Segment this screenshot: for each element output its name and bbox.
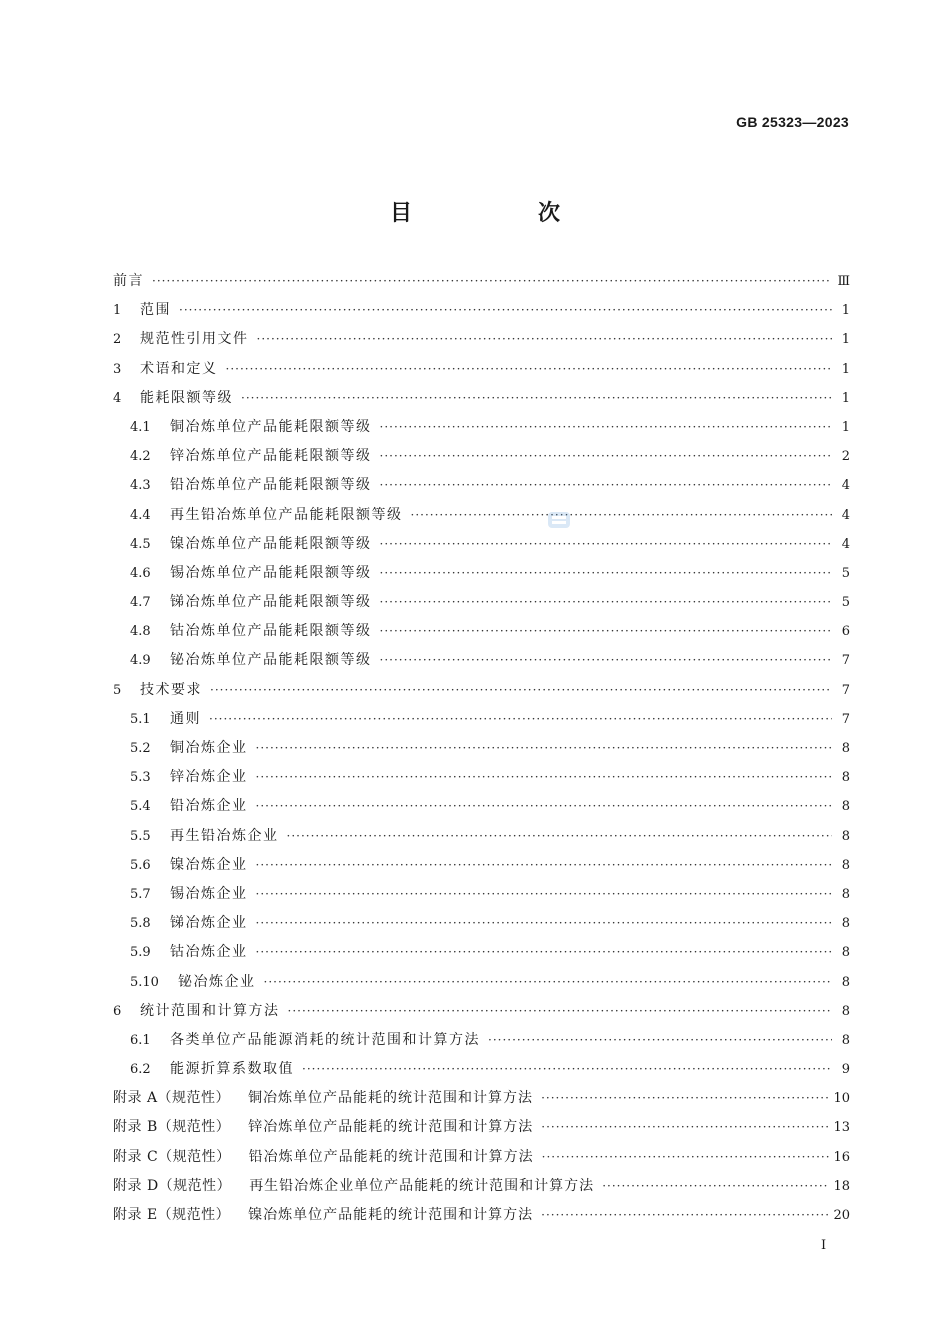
toc-dot-leader xyxy=(241,391,832,405)
toc-entry-number: 1 xyxy=(113,303,122,319)
toc-dot-leader xyxy=(380,449,833,463)
standard-code: GB 25323—2023 xyxy=(736,114,849,130)
toc-dot-leader xyxy=(488,1033,832,1047)
toc-page-number: 2 xyxy=(841,449,850,465)
toc-page-number: 8 xyxy=(841,945,850,961)
toc-page-number: 7 xyxy=(841,711,850,727)
toc-entry[interactable] xyxy=(113,299,850,328)
toc-page-number: 8 xyxy=(841,828,850,844)
toc-entry-label: 范围 xyxy=(140,302,171,319)
toc-page-number: Ⅲ xyxy=(837,274,850,289)
toc-dot-leader xyxy=(152,274,832,288)
toc-entry-label: 锡冶炼企业 xyxy=(170,885,248,902)
toc-page-number: 6 xyxy=(841,624,850,640)
toc-entry-number: 2 xyxy=(113,332,122,348)
toc-entry-number: 5 xyxy=(113,682,122,698)
toc-dot-leader xyxy=(287,829,833,843)
toc-page-number: 8 xyxy=(841,857,850,873)
toc-entry-label: 能耗限额等级 xyxy=(140,389,233,406)
toc-entry[interactable] xyxy=(113,1116,850,1145)
toc-entry-number: 4.9 xyxy=(130,653,151,669)
toc-page-number: 7 xyxy=(841,682,850,698)
toc-page-number: 8 xyxy=(841,886,850,902)
toc-entry-label: 锌冶炼单位产品能耗的统计范围和计算方法 xyxy=(248,1119,534,1136)
page-title: 目 次 xyxy=(389,200,612,226)
toc-dot-leader xyxy=(209,712,832,726)
toc-entry-number: 5.1 xyxy=(130,711,151,727)
toc-entry[interactable] xyxy=(113,649,850,678)
toc-dot-leader xyxy=(380,653,833,667)
toc-dot-leader xyxy=(541,1208,829,1222)
toc-page-number: 8 xyxy=(841,1032,850,1048)
toc-entry-number: 5.7 xyxy=(130,886,151,902)
toc-entry[interactable] xyxy=(113,1175,850,1204)
toc-annex-prefix: 附录 D（规范性） xyxy=(113,1177,232,1194)
toc-entry[interactable] xyxy=(113,591,850,620)
toc-entry[interactable] xyxy=(113,270,850,299)
toc-entry-number: 4.6 xyxy=(130,565,151,581)
toc-page-number: 5 xyxy=(841,595,850,611)
toc-entry-label: 锌冶炼单位产品能耗限额等级 xyxy=(170,448,372,465)
toc-entry-label: 铅冶炼单位产品能耗的统计范围和计算方法 xyxy=(248,1148,534,1165)
page-folio: Ⅰ xyxy=(821,1238,827,1253)
toc-page-number: 4 xyxy=(841,478,850,494)
toc-entry[interactable] xyxy=(113,358,850,387)
toc-page-number: 1 xyxy=(841,332,850,348)
toc-entry-number: 5.5 xyxy=(130,828,151,844)
toc-entry-number: 6 xyxy=(113,1003,122,1019)
toc-entry-number: 4.2 xyxy=(130,449,151,465)
toc-entry-label: 铅冶炼单位产品能耗限额等级 xyxy=(170,477,372,494)
toc-page-number: 10 xyxy=(833,1091,850,1107)
toc-entry[interactable] xyxy=(113,825,850,854)
toc-dot-leader xyxy=(542,1150,830,1164)
toc-page-number: 1 xyxy=(841,390,850,406)
toc-page-number: 4 xyxy=(841,507,850,523)
toc-entry-label: 锌冶炼企业 xyxy=(170,769,248,786)
toc-entry[interactable] xyxy=(113,445,850,474)
toc-entry-number: 5.8 xyxy=(130,916,151,932)
toc-entry[interactable] xyxy=(113,941,850,970)
toc-dot-leader xyxy=(288,1004,833,1018)
toc-entry-number: 4.8 xyxy=(130,624,151,640)
toc-entry[interactable] xyxy=(113,912,850,941)
toc-page-number: 1 xyxy=(841,419,850,435)
toc-entry-number: 4.1 xyxy=(130,419,151,435)
toc-dot-leader xyxy=(541,1120,829,1134)
toc-dot-leader xyxy=(380,624,833,638)
toc-entry-number: 5.3 xyxy=(130,770,151,786)
toc-dot-leader xyxy=(226,362,833,376)
toc-entry[interactable] xyxy=(113,737,850,766)
toc-dot-leader xyxy=(302,1062,832,1076)
toc-page-number: 18 xyxy=(833,1178,850,1194)
toc-annex-prefix: 附录 C（规范性） xyxy=(113,1148,231,1165)
toc-annex-prefix: 附录 A（规范性） xyxy=(113,1090,231,1107)
toc-entry[interactable] xyxy=(113,854,850,883)
toc-entry-label: 镍冶炼企业 xyxy=(170,856,248,873)
toc-annex-prefix: 附录 E（规范性） xyxy=(113,1207,231,1223)
toc-dot-leader xyxy=(256,858,833,872)
toc-entry[interactable] xyxy=(113,1000,850,1029)
toc-entry-number: 5.4 xyxy=(130,799,151,815)
toc-dot-leader xyxy=(380,478,833,492)
toc-dot-leader xyxy=(256,770,833,784)
toc-dot-leader xyxy=(380,595,833,609)
toc-entry[interactable] xyxy=(113,533,850,562)
toc-entry[interactable] xyxy=(113,1058,850,1087)
toc-entry-label: 术语和定义 xyxy=(140,360,218,377)
toc-entry[interactable] xyxy=(113,562,850,591)
toc-entry[interactable] xyxy=(113,416,850,445)
toc-entry-number: 4.7 xyxy=(130,595,151,611)
toc-dot-leader xyxy=(380,420,833,434)
toc-entry-label: 再生铅冶炼企业单位产品能耗的统计范围和计算方法 xyxy=(249,1177,595,1194)
toc-entry-label: 铋冶炼单位产品能耗限额等级 xyxy=(170,652,372,669)
watermark-logo-icon xyxy=(547,510,571,530)
toc-entry-label: 钴冶炼企业 xyxy=(170,944,248,961)
toc-entry-number: 5.2 xyxy=(130,741,151,756)
toc-dot-leader xyxy=(256,799,833,813)
toc-entry[interactable] xyxy=(113,971,850,1000)
toc-dot-leader xyxy=(256,916,833,930)
toc-dot-leader xyxy=(256,887,833,901)
toc-entry[interactable] xyxy=(113,766,850,795)
toc-entry-label: 镍冶炼单位产品能耗限额等级 xyxy=(170,535,372,552)
toc-page-number: 8 xyxy=(841,770,850,786)
toc-entry-label: 再生铅冶炼单位产品能耗限额等级 xyxy=(170,506,403,523)
toc-dot-leader xyxy=(380,566,833,580)
toc-entry[interactable] xyxy=(113,1029,850,1058)
toc-dot-leader xyxy=(541,1091,829,1105)
toc-entry[interactable] xyxy=(113,504,850,533)
toc-entry[interactable] xyxy=(113,883,850,912)
toc-page-number: 8 xyxy=(841,741,850,756)
toc-entry-label: 铜冶炼单位产品能耗的统计范围和计算方法 xyxy=(248,1090,534,1107)
toc-page-number: 8 xyxy=(841,799,850,815)
toc-entry-label: 铋冶炼企业 xyxy=(178,973,256,990)
toc-entry-number: 4.3 xyxy=(130,478,151,494)
toc-entry-label: 锑冶炼企业 xyxy=(170,915,248,932)
toc-entry-number: 6.2 xyxy=(130,1062,151,1078)
toc-entry-label: 铜冶炼单位产品能耗限额等级 xyxy=(170,418,372,435)
toc-dot-leader xyxy=(411,508,833,522)
toc-entry-label: 统计范围和计算方法 xyxy=(140,1002,280,1019)
toc-page-number: 5 xyxy=(841,565,850,581)
toc-entry-label: 再生铅冶炼企业 xyxy=(170,827,279,844)
toc-page-number: 1 xyxy=(841,361,850,377)
toc-page-number: 8 xyxy=(841,916,850,932)
toc-page-number: 1 xyxy=(841,303,850,319)
toc-entry-label: 能源折算系数取值 xyxy=(170,1061,294,1078)
toc-entry-label: 铜冶炼企业 xyxy=(170,740,248,756)
toc-entry[interactable] xyxy=(113,474,850,503)
toc-entry[interactable] xyxy=(113,1087,850,1116)
toc-entry-number: 4.4 xyxy=(130,507,151,523)
toc-entry-number: 5.10 xyxy=(130,974,159,990)
toc-dot-leader xyxy=(210,683,832,697)
toc-entry-number: 4.5 xyxy=(130,536,151,552)
toc-entry-label: 各类单位产品能源消耗的统计范围和计算方法 xyxy=(170,1031,480,1048)
toc-entry[interactable] xyxy=(113,620,850,649)
toc-entry[interactable] xyxy=(113,1204,850,1233)
toc-entry-label: 技术要求 xyxy=(140,681,202,698)
toc-entry[interactable] xyxy=(113,1146,850,1175)
toc-dot-leader xyxy=(602,1179,829,1193)
toc-entry-label: 通则 xyxy=(170,710,201,727)
toc-dot-leader xyxy=(264,975,833,989)
toc-entry-number: 3 xyxy=(113,361,122,377)
toc-entry-number: 5.6 xyxy=(130,857,151,873)
toc-entry-number: 4 xyxy=(113,390,122,406)
toc-page-number: 8 xyxy=(841,974,850,990)
toc-entry-label: 锑冶炼单位产品能耗限额等级 xyxy=(170,594,372,611)
toc-entry[interactable] xyxy=(113,708,850,737)
toc-entry[interactable] xyxy=(113,328,850,357)
toc-dot-leader xyxy=(257,332,833,346)
toc-page-number: 8 xyxy=(841,1003,850,1019)
toc-entry[interactable] xyxy=(113,795,850,824)
toc-entry-label: 钴冶炼单位产品能耗限额等级 xyxy=(170,623,372,640)
table-of-contents xyxy=(113,270,850,1233)
toc-entry-label: 镍冶炼单位产品能耗的统计范围和计算方法 xyxy=(248,1207,534,1223)
toc-entry-label: 锡冶炼单位产品能耗限额等级 xyxy=(170,564,372,581)
toc-entry-number: 6.1 xyxy=(130,1032,151,1048)
toc-page-number: 4 xyxy=(841,536,850,552)
toc-dot-leader xyxy=(256,945,833,959)
toc-dot-leader xyxy=(380,537,833,551)
toc-dot-leader xyxy=(179,303,832,317)
toc-entry[interactable] xyxy=(113,679,850,708)
toc-entry-label: 铅冶炼企业 xyxy=(170,798,248,815)
toc-page-number: 9 xyxy=(841,1062,850,1078)
toc-page-number: 16 xyxy=(833,1149,850,1165)
toc-entry-label: 规范性引用文件 xyxy=(140,331,249,348)
toc-entry-label: 前言 xyxy=(113,273,144,289)
toc-entry[interactable] xyxy=(113,387,850,416)
toc-page-number: 7 xyxy=(841,653,850,669)
toc-entry-number: 5.9 xyxy=(130,945,151,961)
toc-annex-prefix: 附录 B（规范性） xyxy=(113,1119,231,1136)
toc-page-number: 20 xyxy=(833,1208,850,1223)
toc-dot-leader xyxy=(256,741,833,755)
toc-page-number: 13 xyxy=(833,1120,850,1136)
